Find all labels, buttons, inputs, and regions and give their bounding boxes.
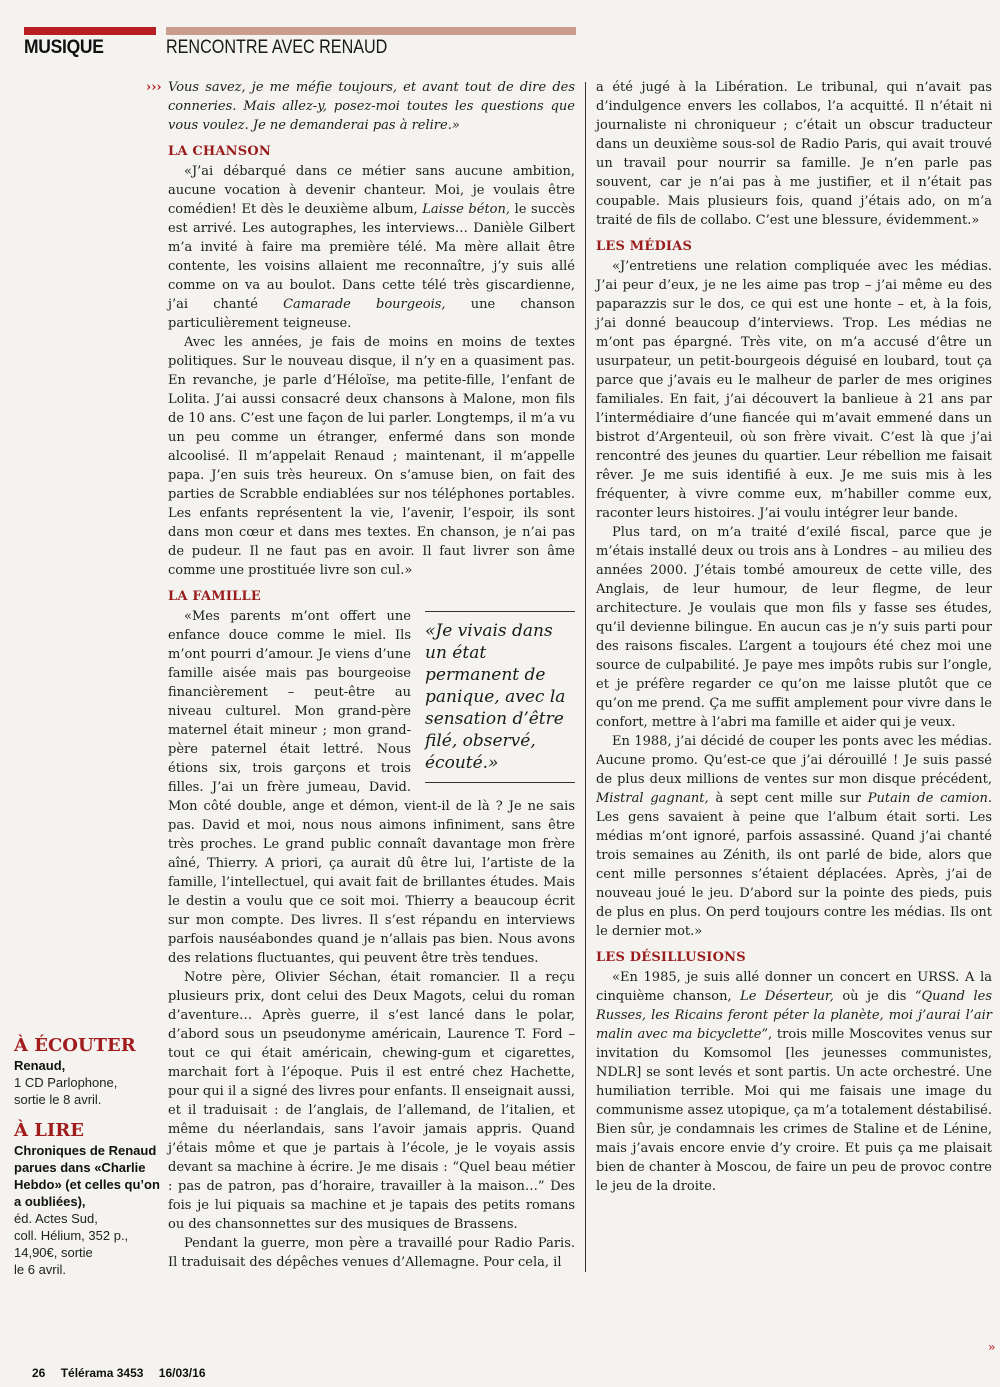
heading-la-famille: LA FAMILLE xyxy=(168,589,261,604)
paragraph xyxy=(168,162,575,333)
text: le succès est arrivé. Les autographes, les interviews… Danièle Gilbert m’a invité à faire ma première télé. Ma mère allait être contente, les voisins allaient me reconnaître, j’y suis allé comme on va au boulot. Dans cette télé très giscardienne, j’ai chanté xyxy=(168,202,575,312)
intro-text: Vous savez, je me méfie toujours, et avant tout de dire des conneries. Mais allez-y, posez-moi toutes les questions que vous voulez. Je ne demanderai pas à relire.» xyxy=(168,80,575,133)
text: «En 1985, je suis allé donner un concert en URSS. A la cinquième chanson, xyxy=(596,970,992,1004)
continue-arrow-icon: » xyxy=(988,1340,996,1354)
column-divider xyxy=(585,82,586,1272)
text: En 1988, j’ai décidé de couper les ponts avec les médias. Aucune promo. Qu’est-ce que j’ai dérouillé ! Je suis passé de plus deux millions de ventes sur mon disque précédent, xyxy=(596,734,992,787)
album-name: Renaud, xyxy=(14,1058,66,1073)
pull-quote: «Je vivais dans un état permanent de panique, avec la sensation d’être filé, observé, écouté.» xyxy=(425,611,575,783)
listen-detail: 1 CD Parlophone, xyxy=(14,1075,118,1090)
magazine-issue: Télérama 3453 xyxy=(60,1366,144,1380)
read-detail: 14,90€, sortie xyxy=(14,1245,93,1260)
article-kicker: RENCONTRE AVEC RENAUD xyxy=(166,37,388,58)
article-column-left xyxy=(146,78,575,1272)
chevron-marker-icon: ››› xyxy=(146,80,162,95)
read-detail: le 6 avril. xyxy=(14,1262,67,1277)
song-title: Camarade bourgeois, xyxy=(283,297,446,312)
paragraph xyxy=(596,732,992,941)
page-number: 26 xyxy=(32,1366,46,1380)
album-title: Laisse béton, xyxy=(422,202,511,217)
read-detail: éd. Actes Sud, xyxy=(14,1211,98,1226)
paragraph: Avec les années, je fais de moins en moins de textes politiques. Sur le nouveau disque, il n’y en a quasiment pas. En revanche, je parle d’Héloïse, ma petite-fille, l’enfant de Lolita. J’ai aussi consacré deux chansons à Malone, mon fils de 10 ans. C’est une façon de lui parler. Longtemps, il m’a vu un peu comme un étranger, enfermé dans son monde alcoolisé. Il m’appelait Renaud ; maintenant, il m’appelle papa. J’en suis très heureux. On s’amuse bien, on fait des parties de Scrabble endiablées sur nos téléphones portables. Les enfants représentent la vie, l’avenir, l’espoir, ils sont dans mon cœur et dans mes textes. En chanson, je n’ai pas de pudeur. Il ne faut pas en avoir. Il faut livrer son âme comme une prostituée livre son cul.» xyxy=(168,335,575,578)
paragraph: Notre père, Olivier Séchan, était romancier. Il a reçu plusieurs prix, dont celui des Deux Magots, celui du roman d’aventure… Après guerre, il s’est lancé dans le polar, d’abord sous un pseudonyme américain, Laurence T. Ford – tout ce qui était américain, chewing-gum et cigarettes, marchait fort à l’époque. Puis il est entré chez Hachette, pour qui il a signé des livres pour enfants. Il enseignait aussi, et il traduisait : de l’anglais, de l’allemand, de l’italien, et même du néerlandais, sans l’avoir jamais appris. Quand j’étais môme et que je partais à l’école, je le voyais assis devant sa machine à écrire. Je me disais : “Quel beau métier : pas de patron, pas d’horaire, travailler à la maison…” Des fois je lui piquais sa machine et je tapais des petits romans ou des chansonnettes sur des musiques de Brassens. xyxy=(168,970,575,1232)
paragraph: «J’entretiens une relation compliquée avec les médias. J’ai peur d’eux, je ne les aime pas trop – j’ai même eu des paparazzis sur le dos, ce qui est une honte – et, à la fois, j’ai donné beaucoup d’interviews. Trop. Les médias ne m’ont pas épargné. Très vite, on m’a accusé d’être un usurpateur, un petit-bourgeois déguisé en loubard, tout ça parce que j’avais eu le malheur de parler de mes origines familiales. En fait, j’ai découvert la banlieue à 21 ans par l’intermédiaire d’une fiancée qui m’avait emmené dans un bistrot d’Argenteuil, où son frère vivait. C’est là que j’ai rencontré des jeunes du quartier. Leur rébellion me faisait rêver. Je me suis identifié à eux. Je me suis mis à les fréquenter, à vivre comme eux, m’habiller comme eux, raconter leurs histoires. J’ai voulu intégrer leur bande. xyxy=(596,259,992,521)
album-title: Mistral gagnant, xyxy=(596,791,709,806)
text: où je dis xyxy=(833,989,915,1004)
section-color-bar xyxy=(24,27,156,35)
info-sidebar xyxy=(14,1035,160,1278)
section-label: MUSIQUE xyxy=(24,37,104,58)
album-title: Putain de camion xyxy=(867,791,988,806)
page-footer xyxy=(32,1366,218,1380)
paragraph: a été jugé à la Libération. Le tribunal, qui n’avait pas d’indulgence envers les collabos, l’a acquitté. Il n’était ni journaliste ni chroniqueur ; c’était un obscur traducteur dans un deuxième sous-sol de Radio Paris, qui avait trouvé un travail pour nourrir sa famille. Je n’en parle pas souvent, car je n’ai pas à me justifier, et il n’était pas coupable. Mais plusieurs fois, quand j’étais ado, on m’a traité de fils de collabo. C’est une blessure, évidemment.» xyxy=(596,80,992,228)
intro-quote xyxy=(146,78,575,135)
text: à sept cent mille sur xyxy=(708,791,868,806)
text: , trois mille Moscovites venus sur invitation du Komsomol [les jeunesses communistes, NDLR] se sont levés et sont partis. Un acte orchestré. Une humiliation terrible. Moi qui me faisais une image du communisme assez utopique, ça m’a totalement déstabilisé. Bien sûr, je condamnais les crimes de Staline et de Lénine, mais j’avais encore envie d’y croire. Et puis ça me plaisait bien de chanter à Moscou, de faire un peu de provoc contre le jeu de la droite. xyxy=(596,1027,992,1194)
listen-detail: sortie le 8 avril. xyxy=(14,1092,102,1107)
lyric-quote: “Quand les Russes, les Ricains feront péter la planète, moi j’aurai l’air malin avec ma bicyclette” xyxy=(596,989,992,1042)
text: une chanson particulièrement teigneuse. xyxy=(168,297,575,331)
paragraph: Plus tard, on m’a traité d’exilé fiscal, parce que je m’étais installé deux ou trois ans à Londres – au milieu des années 2000. J’étais tombé amoureux de cette ville, des Anglais, de leur humour, de leur flegme, de leur architecture. Je voulais que mon fils y fasse ses études, qu’il devienne bilingue. En aucun cas je n’y suis parti pour des raisons fiscales. L’argent a toujours été chez moi une source de culpabilité. Je paye mes impôts rubis sur l’ongle, et je préfère regarder ce qu’on me laisse plutôt que ce qu’on me prend. Ça me suffit amplement pour vivre dans le confort, mettre à l’abri ma famille et aider qui je veux. xyxy=(596,525,992,730)
sidebar-heading-read: À LIRE xyxy=(14,1120,84,1141)
sidebar-heading-listen: À ÉCOUTER xyxy=(14,1035,136,1056)
text: «J’ai débarqué dans ce métier sans aucune ambition, aucune vocation à devenir chanteur. Moi, je voulais être comédien! Et dès le deuxième album, xyxy=(168,164,575,217)
paragraph: Pendant la guerre, mon père a travaillé pour Radio Paris. Il traduisait des dépêches venues d’Allemagne. Pour cela, il xyxy=(168,1236,575,1270)
article-column-right xyxy=(596,78,992,1196)
paragraph: «Mes parents m’ont offert une enfance douce comme le miel. Ils m’ont pourri d’amour. Je viens d’une famille aisée mais pas bourgeoise financièrement – peut-être au niveau culturel. Mon grand-père maternel était mineur ; mon grand-père paternel était lettré. Nous étions six, trois garçons et trois filles. J’ai un frère jumeau, David. Mon côté double, ange et démon, vient-il de là ? Je ne sais pas. David et moi, nous nous aimons infiniment, sans être très proches. Le grand public connaît davantage mon frère aîné, Thierry. A priori, ça aurait dû être lui, l’artiste de la famille, l’intellectuel, qui avait fait de brillantes études. Mais le destin a voulu que ce soit moi. Thierry a beaucoup écrit sur mon compte. Des livres. Il s’est répandu en interviews parfois nauséabondes quand je n’allais pas bien. Nous avons des relations fluctuantes, qui peuvent être très tendues. xyxy=(168,609,575,966)
kicker-color-bar xyxy=(166,27,576,35)
heading-les-medias: LES MÉDIAS xyxy=(596,239,693,254)
heading-les-desillusions: LES DÉSILLUSIONS xyxy=(596,950,746,965)
book-title: Chroniques de Renaud parues dans «Charlie Hebdo» (et celles qu’on a oubliées), xyxy=(14,1143,160,1209)
text: . Les gens savaient à peine que l’album était sorti. Les médias m’ont ignoré, parfois assassiné. Quand j’ai chanté trois semaines au Zénith, ils ont parlé de bide, alors que cent mille personnes s’étaient déplacées. Après, j’ai de nouveau joué le jeu. D’abord sur la pointe des pieds, puis de plus en plus. On perd toujours contre les médias. Ils ont le dernier mot.» xyxy=(596,791,993,939)
paragraph xyxy=(596,968,992,1196)
issue-date: 16/03/16 xyxy=(158,1366,206,1380)
heading-la-chanson: LA CHANSON xyxy=(168,144,271,159)
read-detail: coll. Hélium, 352 p., xyxy=(14,1228,129,1243)
song-title: Le Déserteur, xyxy=(740,989,834,1004)
